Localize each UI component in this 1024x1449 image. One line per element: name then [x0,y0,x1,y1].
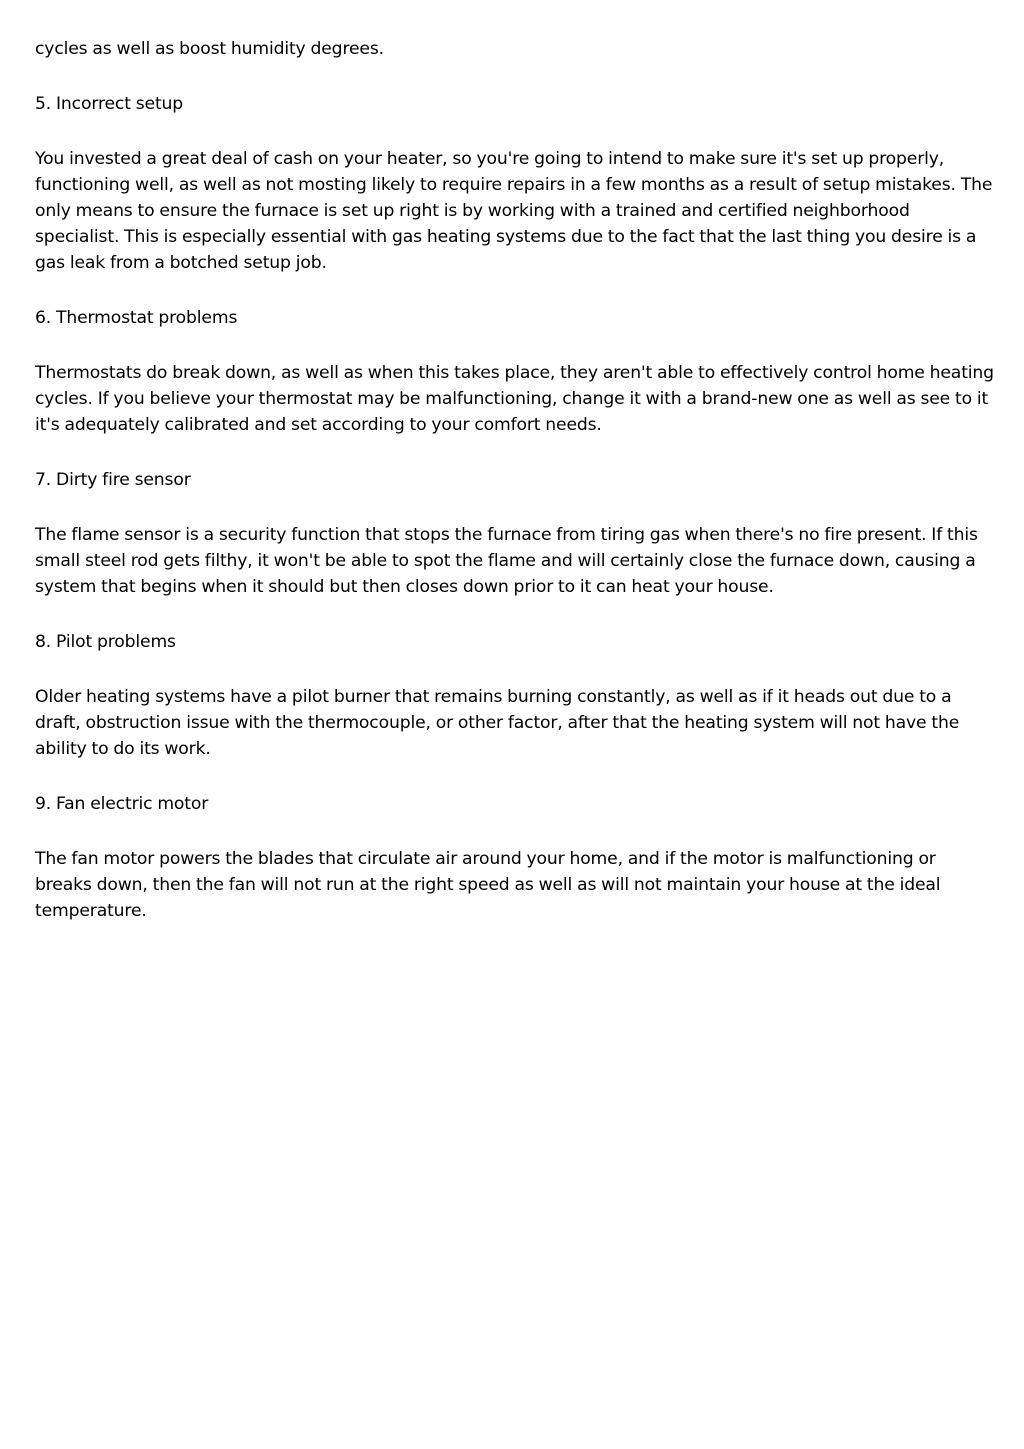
paragraph-dirty-fire-sensor: The flame sensor is a security function that stops the furnace from tiring gas when there's no fire present. If this small steel rod gets filthy, it won't be able to spot the flame and will certainly close the furnace down, causing a system that begins when it should but then closes down prior to it can heat your house. [35,525,978,597]
paragraph-incorrect-setup: You invested a great deal of cash on your heater, so you're going to intend to make sure it's set up properly, functioning well, as well as not mosting likely to require repairs in a few months as a result of setup mistakes. The only means to ensure the furnace is set up right is by working with a trained and certified neighborhood specialist. This is especially essential with gas heating systems due to the fact that the last thing you desire is a gas leak from a botched setup job. [35,149,993,273]
paragraph-continuation: cycles as well as boost humidity degrees. [35,39,384,59]
paragraph-fan-electric-motor: The fan motor powers the blades that circulate air around your home, and if the motor is malfunctioning or breaks down, then the fan will not run at the right speed as well as will not maintain your house at the ideal temperature. [35,849,941,921]
heading-thermostat-problems: 6. Thermostat problems [35,308,238,328]
heading-incorrect-setup: 5. Incorrect setup [35,94,184,114]
paragraph-pilot-problems: Older heating systems have a pilot burner that remains burning constantly, as well as if it heads out due to a draft, obstruction issue with the thermocouple, or other factor, after that the heating system will not have the ability to do its work. [35,687,960,759]
heading-dirty-fire-sensor: 7. Dirty fire sensor [35,470,191,490]
paragraph-thermostat-problems: Thermostats do break down, as well as when this takes place, they aren't able to effectively control home heating cycles. If you believe your thermostat may be malfunctioning, change it with a brand-new one as well as see to it it's adequately calibrated and set according to your comfort needs. [35,363,994,435]
document-page [35,36,995,953]
heading-fan-electric-motor: 9. Fan electric motor [35,794,209,814]
heading-pilot-problems: 8. Pilot problems [35,632,176,652]
